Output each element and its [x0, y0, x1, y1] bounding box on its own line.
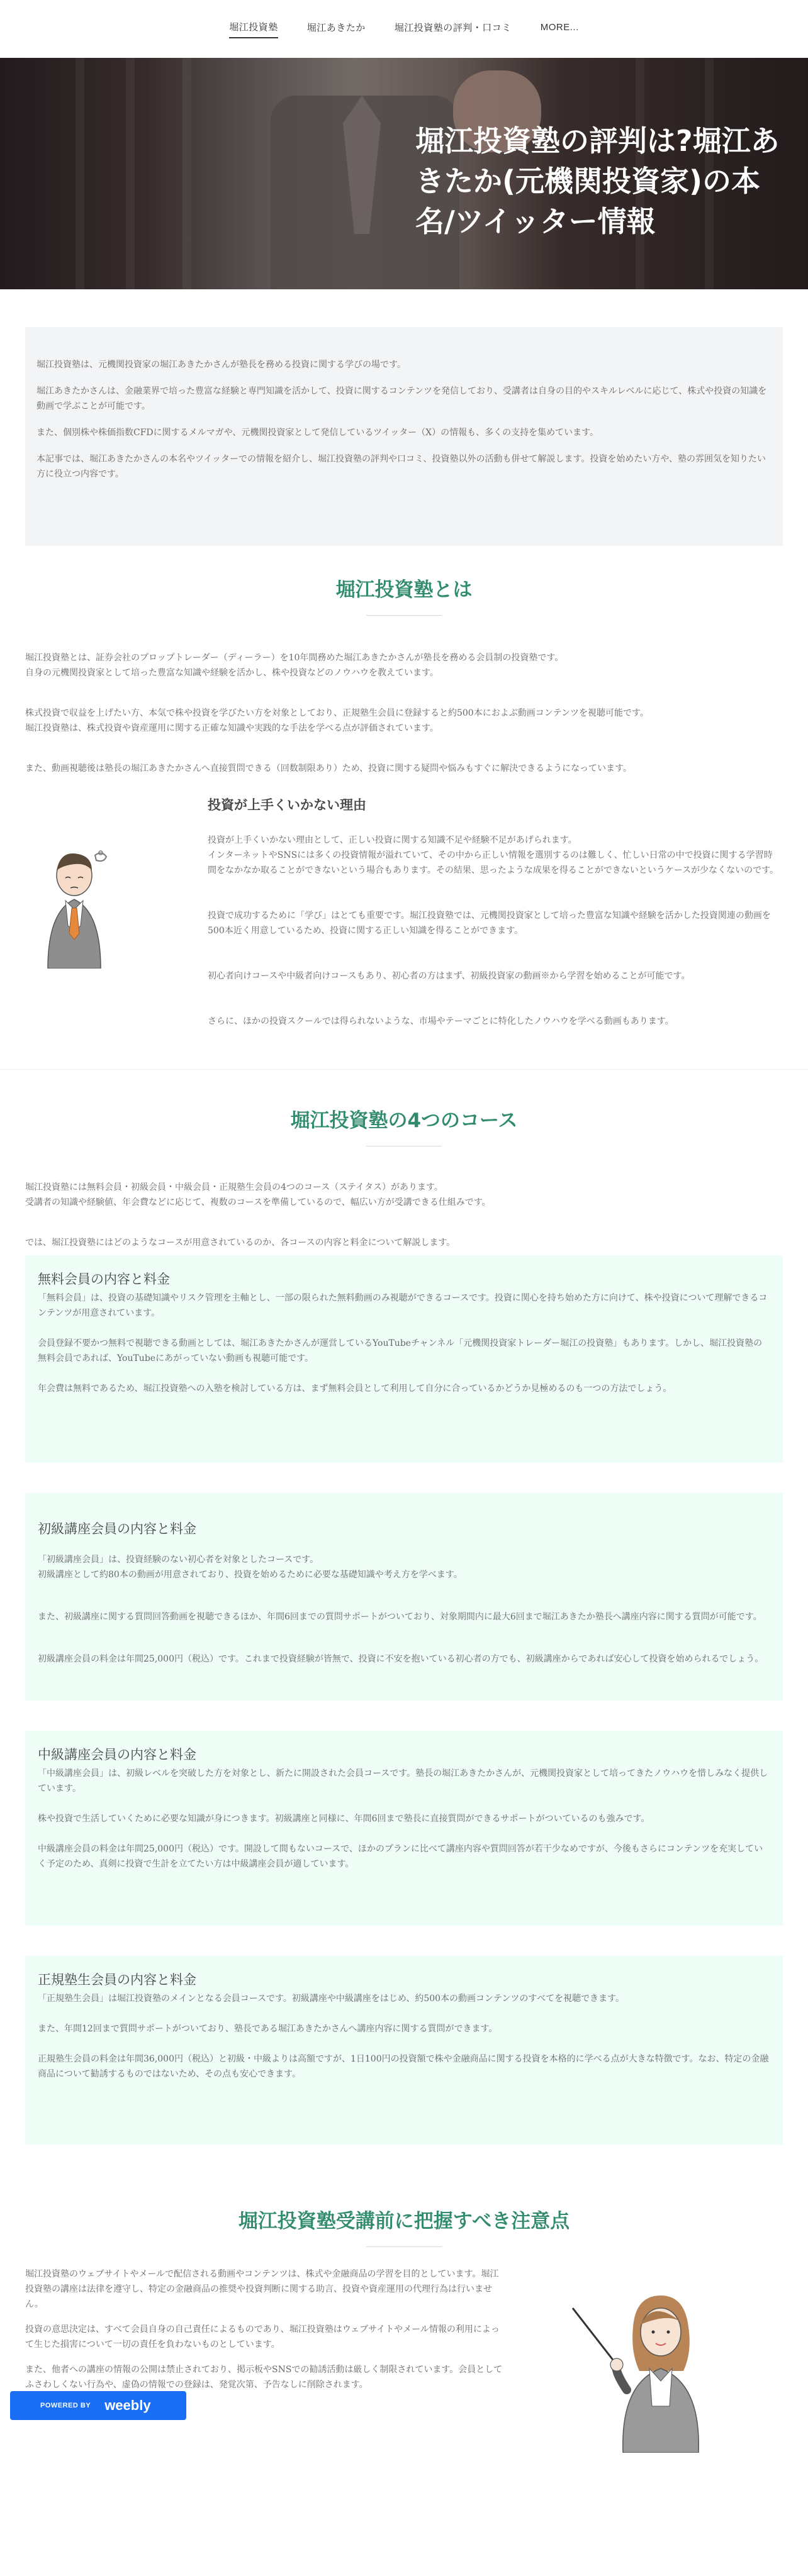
powered-by-label: POWERED BY	[40, 2402, 91, 2409]
hero-banner	[0, 58, 808, 289]
nav-item-horie-akitaka[interactable]: 堀江あきたか	[306, 22, 366, 33]
course-card-beginner	[25, 1493, 783, 1701]
intro-paragraph: 本記事では、堀江あきたかさんの本名やツイッターでの情報を紹介し、堀江投資塾の評判や口コミ、投資塾以外の活動も併せて解説します。投資を始めたい方や、塾の雰囲気を知りたい方に役立つ内容です。	[36, 454, 766, 479]
course-title: 初級講座会員の内容と料金	[38, 1521, 196, 1536]
notes-text	[25, 2267, 503, 2402]
weebly-badge[interactable]	[10, 2391, 186, 2420]
notes-paragraph: 投資の意思決定は、すべて会員自身の自己責任によるものであり、堀江投資塾はウェブサイトやメール情報の利用によって生じた損害について一切の責任を負わないものとしています。	[25, 2324, 500, 2350]
reason-paragraph: 投資で成功するために「学び」はとても重要です。堀江投資塾では、元機関投資家として培った豊富な知識や経験を活かした投資関連の動画を500本近く用意しているため、投資に関する正しい知識を得ることができます。	[208, 911, 771, 936]
courses-paragraph: では、堀江投資塾にはどのようなコースが用意されているのか、各コースの内容と料金について解説します。	[25, 1238, 456, 1248]
course-paragraph: 正規塾生会員の料金は年間36,000円（税込）と初級・中級よりは高額ですが、1日100円の投資額で株や金融商品に関する投資を本格的に学べる点が大きな特徴です。なお、特定の金融商品について勧誘するものではないため、その点も安心できます。	[38, 2054, 769, 2079]
intro-box	[25, 327, 783, 546]
notes-paragraph: 堀江投資塾のウェブサイトやメールで配信される動画やコンテンツは、株式や金融商品の学習を目的としています。堀江投資塾の講座は法律を遵守し、特定の金融商品の推奨や投資判断に関する助言、投資や資産運用の代理行為は行いません。	[25, 2269, 499, 2309]
course-paragraph: 会員登録不要かつ無料で視聴できる動画としては、堀江あきたかさんが運営しているYouTubeチャンネル「元機関投資家トレーダー堀江の投資塾」もあります。しかし、堀江投資塾の無料会員であれば、YouTubeにあがっていない動画も視聴可能です。	[38, 1338, 763, 1363]
course-title: 中級講座会員の内容と料金	[38, 1747, 196, 1762]
reason-paragraph: 初心者向けコースや中級者向けコースもあり、初心者の方はまず、初級投資家の動画※から学習を始めることが可能です。	[208, 971, 690, 981]
weebly-logo: weebly	[104, 2397, 151, 2413]
courses-heading: 堀江投資塾の4つのコース	[290, 1109, 518, 1132]
reason-text	[208, 818, 780, 1059]
about-paragraph: また、動画視聴後は塾長の堀江あきたかさんへ直接質問できる（回数制限あり）ため、投資に関する疑問や悩みもすぐに解決できるようになっています。	[25, 763, 632, 774]
reason-paragraph: 投資が上手くいかない理由として、正しい投資に関する知識不足や経験不足があげられます。 インターネットやSNSには多くの投資情報が溢れていて、その中から正しい情報を選別するのは難しく、忙しい日常の中で投資に関する学習時間をなかなか取ることができないという場合もあります。その結果、思ったような成果を得ることができないというケースが少なくないのです。	[208, 835, 779, 875]
course-paragraph: 初級講座会員の料金は年間25,000円（税込）です。これまで投資経験が皆無で、投資に不安を抱いている初心者の方でも、初級講座からであれば安心して投資を始められるでしょう。	[38, 1654, 764, 1664]
intro-paragraph: 堀江あきたかさんは、金融業界で培った豊富な経験と専門知識を活かして、投資に関するコンテンツを発信しており、受講者は自身の目的やスキルレベルに応じて、株式や投資の知識を動画で学ぶことが可能です。	[36, 386, 767, 411]
about-paragraph: 堀江投資塾とは、証券会社のプロップトレーダー（ディーラー）を10年間務めた堀江あきたかさんが塾長を務める会員制の投資塾です。 自身の元機関投資家として培った豊富な知識や経験を活かし、株や投資などのノウハウを教えています。	[25, 653, 564, 678]
notes-paragraph: また、他者への講座の情報の公開は禁止されており、掲示板やSNSでの勧誘活動は厳しく制限されています。会員としてふさわしくない行為や、虚偽の情報での登録は、発覚次第、予告なしに削除されます。	[25, 2365, 503, 2390]
reason-paragraph: さらに、ほかの投資スクールでは得られないような、市場やテーマごとに特化したノウハウを学べる動画もあります。	[208, 1016, 674, 1026]
course-paragraph: 中級講座会員の料金は年間25,000円（税込）です。開設して間もないコースで、ほかのプランに比べて講座内容や質問回答が若干少なめですが、今後もさらにコンテンツを充実していく予定のため、真剣に投資で生計を立てたい方は中級講座会員が適しています。	[38, 1844, 763, 1869]
course-paragraph: 株や投資で生活していくために必要な知識が身につきます。初級講座と同様に、年間6回まで塾長に直接質問ができるサポートがついているのも強みです。	[38, 1814, 650, 1824]
hero-title: 堀江投資塾の評判は?堀江あきたか(元機関投資家)の本名/ツイッター情報	[415, 124, 780, 238]
course-paragraph: 「正規塾生会員」は堀江投資塾のメインとなる会員コースです。初級講座や中級講座をはじめ、約500本の動画コンテンツのすべてを視聴できます。	[38, 1994, 624, 2004]
about-text	[25, 635, 787, 801]
notes-heading: 堀江投資塾受講前に把握すべき注意点	[238, 2210, 570, 2233]
heading-divider	[366, 2246, 442, 2247]
course-card-intermediate	[25, 1731, 783, 1926]
top-navigation	[0, 0, 808, 58]
about-heading: 堀江投資塾とは	[335, 579, 473, 601]
course-paragraph: 「無料会員」は、投資の基礎知識やリスク管理を主軸とし、一部の限られた無料動画のみ視聴ができるコースです。投資に関心を持ち始めた方に向けて、株や投資について理解できるコンテンツが用意されています。	[38, 1293, 768, 1318]
course-paragraph: 「中級講座会員」は、初級レベルを突破した方を対象とし、新たに開設された会員コースです。塾長の堀江あきたかさんが、元機関投資家として培ってきたノウハウを惜しみなく提供しています。	[38, 1768, 768, 1794]
worried-man-illustration	[35, 843, 123, 969]
course-paragraph: また、初級講座に関する質問回答動画を視聴できるほか、年間6回までの質問サポートがついており、対象期間内に最大6回まで堀江あきたか塾長へ講座内容に関する質問が可能です。	[38, 1612, 762, 1622]
nav-item-more[interactable]: MORE...	[540, 21, 579, 33]
course-paragraph: また、年間12回まで質問サポートがついており、塾長である堀江あきたかさんへ講座内容に関する質問ができます。	[38, 2024, 498, 2034]
heading-divider	[366, 615, 442, 616]
about-paragraph: 株式投資で収益を上げたい方、本気で株や投資を学びたい方を対象としており、正規塾生会員に登録すると約500本におよぶ動画コンテンツを視聴可能です。 堀江投資塾は、株式投資や資産運用に関する正確な知識や実践的な手法を学べる点が評価されています。	[25, 708, 649, 733]
reason-heading: 投資が上手くいかない理由	[208, 797, 366, 813]
nav-item-reviews[interactable]: 堀江投資塾の評判・口コミ	[394, 22, 512, 33]
intro-paragraph: また、個別株や株価指数CFDに関するメルマガや、元機関投資家として発信しているツイッター（X）の情報も、多くの支持を集めています。	[36, 428, 598, 438]
intro-paragraph: 堀江投資塾は、元機関投資家の堀江あきたかさんが塾長を務める投資に関する学びの場です。	[36, 360, 406, 370]
course-paragraph: 年会費は無料であるため、堀江投資塾への入塾を検討している方は、まず無料会員として利用して自分に合っているかどうか見極めるのも一つの方法でしょう。	[38, 1384, 672, 1394]
woman-pointer-illustration	[566, 2270, 730, 2453]
course-card-free	[25, 1255, 783, 1463]
course-title: 正規塾生会員の内容と料金	[38, 1972, 196, 1987]
course-card-regular	[25, 1956, 783, 2145]
nav-item-horie-juku[interactable]: 堀江投資塾	[229, 20, 278, 38]
course-paragraph: 「初級講座会員」は、投資経験のない初心者を対象としたコースです。 初級講座として約80本の動画が用意されており、投資を始めるために必要な基礎知識や考え方を学べます。	[38, 1555, 463, 1580]
course-title: 無料会員の内容と料金	[38, 1272, 170, 1287]
courses-paragraph: 堀江投資塾には無料会員・初級会員・中級会員・正規塾生会員の4つのコース（ステイタス）があります。 受講者の知識や経験値、年会費などに応じて、複数のコースを準備しているので、幅広い方が受講できる仕組みです。	[25, 1182, 491, 1208]
